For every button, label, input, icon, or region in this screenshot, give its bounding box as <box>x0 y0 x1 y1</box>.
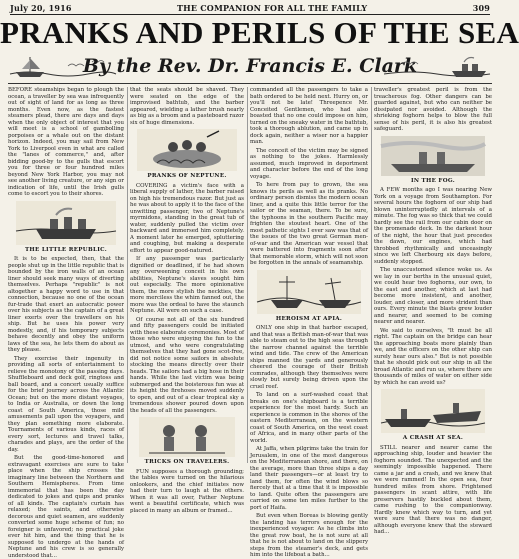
section-heading: IN THE FOG. <box>410 177 455 184</box>
article-column-1 <box>8 87 124 559</box>
paragraph: BEFORE steamships began to plough the ocean, a traveller by sea was infrequently out of sight of land for as long as three months. Even now, as the fastest steamers plead, there are days and days when the only object of interest that you will meet is a school of gambolling porpoises or a whale out on the distant horizon. Indeed, you may sail from New York to Liverpool even in what are called the "lanes of commerce," and, after bidding good-by to the gulls that escort you for three or four hundred miles beyond New York Harbor, you may not see another living creature, or any sign or indication of life, until the Irish gulls come to escort you to their shores. <box>8 87 124 197</box>
article-byline: By the Rev. Dr. Francis E. Clark <box>82 55 418 77</box>
paragraph: A FEW months ago I was nearing New York on a voyage from Southampton. For several hours the foghorn of our ship had blown uninterruptedly at intervals of a minute. The fog was so thick that we could hardly see the rail from our cabin door on the promenade deck. In the darkest hour of the night, the hour that just precedes the dawn, our engines, which had throbbed rhythmically and unceasingly since we left Cherbourg six days before, suddenly stopped. <box>374 187 492 265</box>
paragraph: If any passenger was particularly dignified or deadlined, if he had shown any overweening conceit in his own abilities, Neptune's slaves sought him out especially. The more opinionative them, the more stylish the neckties, the more merciless the whim fanned out, the more was the ordeal to have the staunch Neptune. All were on such a case. <box>130 256 244 314</box>
little-republic-illustration <box>16 201 116 245</box>
paragraph: The unaccustomed silence woke us. As we lay in our berths in the unusual quiet, we could hear two foghorns, our own, to the east and another, which at last had become more insistent, and another, louder, and closer, and more strident than ours. Every minute the blasts grew louder and nearer, and seemed to be coming nearer and nearer. <box>374 267 492 325</box>
paragraph: To here from pay to grown, the sea knows its perils as well as its pranks. No ordinary person dismiss the modern ocean liner, and a quite this little terror for the sailor or the seaman, there. To be sure, the typhoons in the southern Pacific may frighten the stoutest heart. One of the most pathetic sights I ever saw was that of the issues of the two great German men-of-war and the American war vessel that were battered into fragments soon after that memorable storm, which will not soon be forgotten in the annals of seamanship. <box>250 182 368 266</box>
paragraph: But the good-time-honored and extravagant exercises are sure to take place when the ship crosses the imaginary line between the Northern and Southern Hemispheres. From time immemorial that has been the day dedicated to jokes and quips and pranks of all kinds. The captain's curtain has relaxed; the saints, and otherwise decorous and quiet seamen, are suddenly converted some huge scheme of fun; no foreigner is unfavored; no practical joke ever hit him, and the thing that he is supposed to undergo at the hands of Neptune and his crew is so generally understood that... <box>8 455 124 559</box>
section-heading: THE LITTLE REPUBLIC. <box>24 246 108 253</box>
article-column-4 <box>374 87 492 535</box>
tricks-on-travelers-illustration <box>139 417 235 457</box>
paragraph: But even when Boreas is blowing gently the landing has terrors enough for the inexperienced voyager. As he climbs into the great row boat, he is not sure at all that he is not about to land on the slippery steps from the steamer's deck, and gets him into the lifeboat a bath... <box>250 513 368 558</box>
paragraph: ONLY one ship in that harbor escaped, and that was a British man-of-war that was able to steam out to the high seas through the narrow channel against the terrible wind and tide. The crew of the American ships manned the yards and generously cheered the courage of their British comrades, although they themselves were slowly but surely being driven upon the cruel reef. <box>250 325 368 390</box>
issue-date: July 20, 1916 <box>10 3 72 13</box>
page-number: 309 <box>472 3 490 13</box>
article-column-3 <box>250 87 368 558</box>
paragraph: that the seats should be shaved. They were seated on the edge of the improvised bathtub, and the barber appeared, wielding a lather brush nearly as big as a broom and a pasteboard razor six of huge dimensions. <box>130 87 244 126</box>
pranks-of-neptune-illustration <box>137 129 237 171</box>
paragraph: The conceit of the victim may be signed as nothing to the jokes. Harmlessly assumed, much improved in deportment and character before the end of the long voyage. <box>250 147 368 180</box>
ship-ornament-right <box>382 52 492 82</box>
article-title: PRANKS AND PERILS OF THE SEA <box>0 15 519 50</box>
paragraph: It is to be expected, then, that the people shut up in the little republic that is bounded by the iron walls of an ocean liner should seek many ways of diverting themselves. Perhaps "republic" is not altogether a happy word to use in that connection, because no one of the ocean fur-trade that exert an autocratic power over his subjects as the captain of a great liner exerts over the travellers on his ship. But he uses his power very modestly, and, if his temporary subjects behave decently and obey the uniform laws of the sea, he lets them do about as they please. <box>8 256 124 353</box>
paragraph: STILL nearer and nearer came the approaching ship, louder and heavier the foghorn sounded. The unexpected and the seemingly impossible happened. There came a jar and a crash, and we knew that we were rammed! In the open sea, four hundred miles from shore. Frightened passengers in scant attire, with life preservers hastily buckled about them, came rushing to the companionway. Hardly knew which way to turn, and yet were sure that there was no danger, although everyone knew that the steward had... <box>374 444 492 535</box>
column-divider <box>371 87 372 463</box>
paragraph: We said to ourselves, "It must be all right. The captain on the bridge can hear the approaching boats more plainly than we, and the officers on the other ship can surely hear ours also." But is not possible that he should pick out our ship in all the broad Atlantic and run us, where there are thousands of miles of water on either side by which he can avoid us? <box>374 327 492 386</box>
crash-at-sea-illustration <box>381 389 485 433</box>
column-divider <box>247 87 248 463</box>
section-heading: HEROISM AT APIA. <box>275 315 343 322</box>
article-column-2 <box>130 87 244 514</box>
paragraph: Of course not all of the six hundred and fifty passengers could be initiated with these elaborate ceremonies. Most of those who were enjoying the fun to the utmost, and who were congratulating themselves that they had gone scot-free, did not notice some sailors in absolute stocking the means directly over their heads. The sailors had a big hose in their hands. While the last victim was being submerged and the boisterous fun was at its height the firehoses moved suddenly to open, and out of a clear tropical sky a tremendous shower poured down upon the heads of all the passengers. <box>130 316 244 414</box>
paragraph: commanded all the passengers to take a bath ordered to be held next. Hurry on, or you'll not be late! Threepence Mr. Conceited Gentlemen, who had also boasted that no one could impose on him, turned on the sneaky water in the bathtub, took a thorough ablution, and came up in dock again, neither a wiser nor a happier man. <box>250 87 368 145</box>
paragraph: At Jaffa, when pilgrims take the train for Jerusalem, in one of the most dangerous on the Mediterranean shore, and there, on the average, more than three ships a day land their passengers—or at least try to land them, for often the wind blows so fiercely that at a time that it is impossible to land. Quite often the passengers are carried on some ten miles further to the port of Haifa. <box>250 446 368 511</box>
masthead-strip <box>10 2 490 15</box>
section-heading: PRANKS OF NEPTUNE. <box>147 173 227 179</box>
column-divider <box>127 87 128 463</box>
section-heading: A CRASH AT SEA. <box>402 435 464 441</box>
publication-name: THE COMPANION FOR ALL THE FAMILY <box>177 3 368 13</box>
paragraph: They exercise their ingenuity in providing all sorts of entertainment to relieve the monotony of the passing days. Shuffleboard and deck golf, ringtoss and ball board, and a concert usually suffice for the brief journey across the Atlantic Ocean; but on the more distant voyages, to India or Australia, or down the long coast of South America, those mild amusements pall upon the voyagers, and they plan something more elaborate. Tournaments of various kinds, races of every sort, lectures and travel talks, charades and plays, are the order of the day. <box>8 355 124 453</box>
paragraph: COVERING a victim's face with a liberal supply of lather, the barber raised on high his tremendous razor. But just as he was about to apply it to the face of the unwitting passenger, two of Neptune's myrmidons, standing in the great tub of water, suddenly pulled the victim over backward and immersed him completely. A moment later he emerged, spluttering and coughing, but making a desperate effort to appear good-natured. <box>130 182 244 254</box>
paragraph: To land on a surf-washed coast that breaks on one's shipboard is a terrible experience for the most hardy. Such an experience is common in the shores of the eastern Mediterranean, on the western coast of South America, on the west coast of Africa, and in many other parts of the world. <box>250 392 368 444</box>
section-heading: TRICKS ON TRAVELERS. <box>144 459 230 465</box>
paragraph: FUN supposes a thorough grounding; the tables were turned on the hilarious onlookers, and the chief initiates now had their turn to laugh at the others. When it was all over, Father Neptune went a beautiful certificate, which was placed in many an album or framed... <box>130 468 244 514</box>
title-divider <box>8 83 492 84</box>
byline-band <box>8 52 492 82</box>
in-the-fog-illustration <box>381 136 485 176</box>
heroism-at-apia-illustration <box>257 270 361 314</box>
paragraph: traveller's greatest peril is from the treacherous fog. Other dangers can be guarded against, but who can neither be dissipated nor avoided. Although the shrieking foghorn helps to blow the full sense of his peril, it is also his greatest safeguard. <box>374 87 492 132</box>
